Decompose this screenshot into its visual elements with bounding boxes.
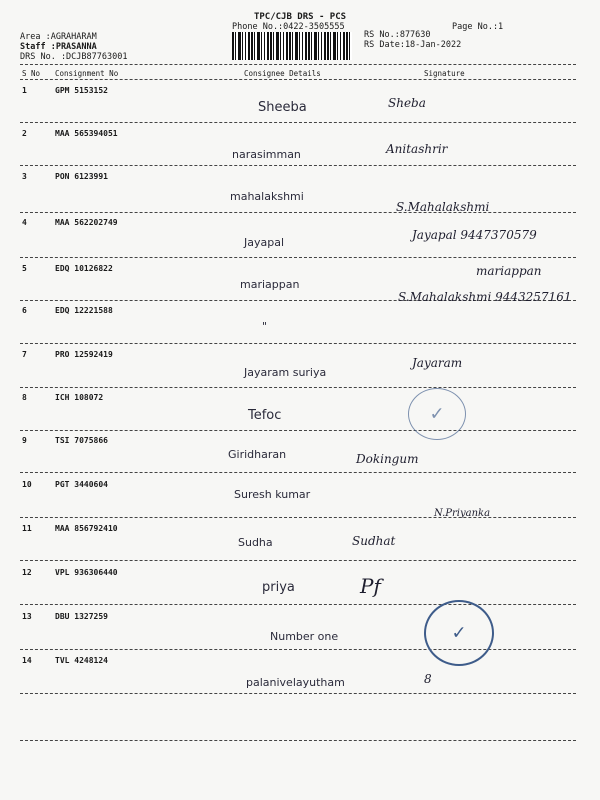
row-sno: 9 <box>22 436 27 445</box>
barcode-image <box>232 32 352 60</box>
row-consignment: ICH 108072 <box>55 393 104 402</box>
rs-date: RS Date:18-Jan-2022 <box>364 40 462 50</box>
staff-field: Staff :PRASANNA <box>20 42 97 52</box>
consignee-handwriting: Number one <box>270 630 339 643</box>
consignee-handwriting: Jayaram suriya <box>244 366 327 379</box>
divider <box>20 343 576 344</box>
signature-handwriting: S.Mahalakshmi 9443257161 <box>398 290 572 304</box>
signature-handwriting: Sheba <box>388 96 426 110</box>
row-consignment: TVL 4248124 <box>55 656 108 665</box>
consignee-handwriting: narasimman <box>232 148 301 161</box>
sheet-title: TPC/CJB DRS - PCS <box>253 12 347 22</box>
divider <box>20 430 576 431</box>
signature-handwriting: Anitashrir <box>386 142 448 156</box>
consignee-handwriting: " <box>262 320 268 333</box>
consignee-handwriting: priya <box>262 580 295 595</box>
row-consignment: PON 6123991 <box>55 172 108 181</box>
divider <box>20 64 576 65</box>
row-consignment: DBU 1327259 <box>55 612 108 621</box>
divider <box>20 517 576 518</box>
courier-stamp <box>408 388 466 440</box>
divider <box>20 257 576 258</box>
phone-number: Phone No.:0422-3505555 <box>232 22 345 32</box>
page-number: Page No.:1 <box>452 22 504 32</box>
divider <box>20 649 576 650</box>
drs-number: DRS No. :DCJB87763001 <box>20 52 128 62</box>
row-sno: 14 <box>22 656 32 665</box>
divider <box>20 387 576 388</box>
signature-handwriting: Jayapal 9447370579 <box>412 228 537 242</box>
rs-number: RS No.:877630 <box>364 30 431 40</box>
divider <box>20 740 576 741</box>
row-consignment: TSI 7075866 <box>55 436 108 445</box>
stamp-mark-icon: ✓ <box>429 403 445 425</box>
row-sno: 7 <box>22 350 27 359</box>
row-sno: 10 <box>22 480 32 489</box>
row-sno: 3 <box>22 172 27 181</box>
consignee-handwriting: Sudha <box>238 536 273 549</box>
divider <box>20 79 576 80</box>
consignee-handwriting: mahalakshmi <box>230 190 304 203</box>
consignee-handwriting: Suresh kumar <box>234 488 311 501</box>
signature-handwriting: S.Mahalakshmi <box>396 200 490 214</box>
column-header-consignee: Consignee Details <box>244 69 321 78</box>
consignee-handwriting: palanivelayutham <box>246 676 345 689</box>
divider <box>20 122 576 123</box>
row-sno: 1 <box>22 86 27 95</box>
row-sno: 12 <box>22 568 32 577</box>
row-consignment: PRO 12592419 <box>55 350 113 359</box>
row-consignment: VPL 936306440 <box>55 568 118 577</box>
row-consignment: MAA 562202749 <box>55 218 118 227</box>
signature-handwriting: Sudhat <box>352 534 396 548</box>
consignee-handwriting: Tefoc <box>248 408 282 423</box>
signature-handwriting: Pf <box>360 574 381 598</box>
signature-handwriting: mariappan <box>476 264 542 278</box>
signature-handwriting: Jayaram <box>412 356 463 370</box>
column-header-signature: Signature <box>424 69 465 78</box>
divider <box>20 560 576 561</box>
row-sno: 8 <box>22 393 27 402</box>
column-header-sno: S No <box>22 69 41 78</box>
row-sno: 6 <box>22 306 27 315</box>
row-sno: 4 <box>22 218 27 227</box>
row-consignment: MAA 565394051 <box>55 129 118 138</box>
divider <box>20 165 576 166</box>
row-sno: 2 <box>22 129 27 138</box>
row-consignment: MAA 856792410 <box>55 524 118 533</box>
signature-handwriting: 8 <box>424 672 432 686</box>
row-consignment: EDQ 12221588 <box>55 306 113 315</box>
signature-handwriting: N.Priyanka <box>434 508 491 519</box>
row-sno: 11 <box>22 524 32 533</box>
signature-handwriting: Dokingum <box>356 452 419 466</box>
stamp-mark-icon: ✓ <box>451 622 467 644</box>
row-consignment: PGT 3440604 <box>55 480 108 489</box>
consignee-handwriting: Giridharan <box>228 448 287 461</box>
row-sno: 13 <box>22 612 32 621</box>
divider <box>20 604 576 605</box>
consignee-handwriting: mariappan <box>240 278 300 291</box>
row-consignment: EDQ 10126822 <box>55 264 113 273</box>
consignee-handwriting: Jayapal <box>244 236 285 249</box>
divider <box>20 212 576 213</box>
column-header-consignment: Consignment No <box>55 69 119 78</box>
number-one-stamp <box>424 600 494 666</box>
area-field: Area :AGRAHARAM <box>20 32 97 42</box>
divider <box>20 472 576 473</box>
divider <box>20 693 576 694</box>
consignee-handwriting: Sheeba <box>258 100 307 115</box>
row-consignment: GPM 5153152 <box>55 86 108 95</box>
row-sno: 5 <box>22 264 27 273</box>
